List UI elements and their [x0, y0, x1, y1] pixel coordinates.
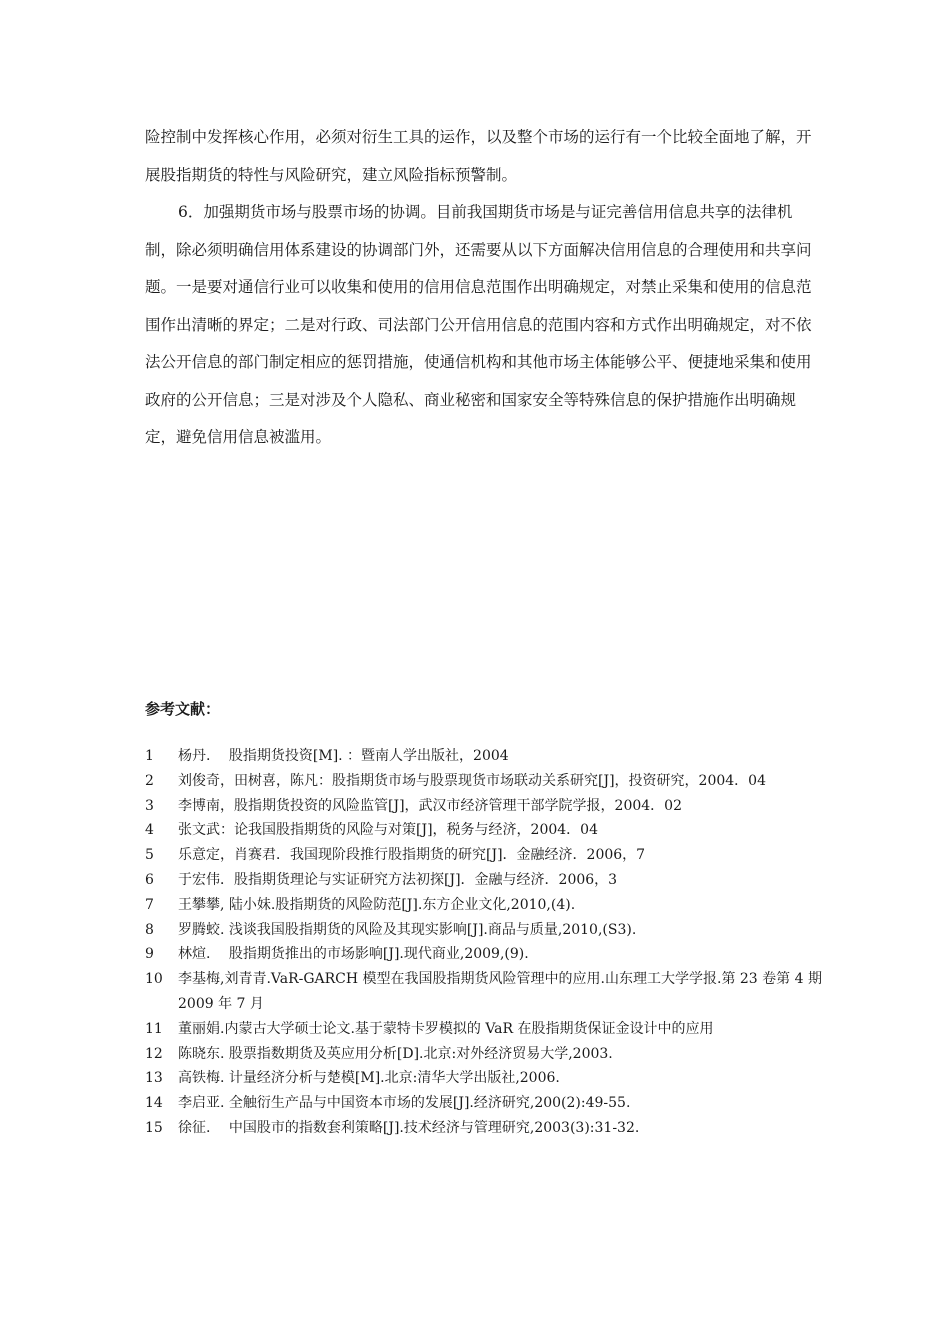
reference-number: 15	[145, 1119, 163, 1136]
reference-item	[145, 1042, 825, 1067]
reference-item	[145, 942, 825, 967]
reference-number: 4	[145, 822, 154, 839]
reference-item	[145, 794, 825, 819]
reference-text: 于宏伟．股指期货理论与实证研究方法初探[J]．金融与经济．2006，3	[178, 871, 618, 888]
reference-text: 林煊. 股指期货推出的市场影响[J].现代商业,2009,(9).	[178, 946, 529, 963]
reference-item	[145, 1017, 825, 1042]
reference-number: 6	[145, 871, 154, 888]
reference-number: 11	[145, 1020, 163, 1037]
reference-item	[145, 967, 825, 1017]
reference-number: 12	[145, 1045, 163, 1062]
reference-text: 罗腾蛟. 浅谈我国股指期货的风险及其现实影响[J].商品与质量,2010,(S3).	[178, 921, 637, 938]
reference-item	[145, 843, 825, 868]
reference-item	[145, 769, 825, 794]
reference-text: 陈晓东. 股票指数期货及英应用分析[D].北京:对外经济贸易大学,2003.	[178, 1045, 613, 1062]
reference-text: 李基梅,刘青青.VaR-GARCH 模型在我国股指期货风险管理中的应用.山东理工大学学报.第 23 卷第 4 期 2009 年 7 月	[178, 971, 822, 1012]
reference-item	[145, 1116, 825, 1141]
reference-number: 10	[145, 971, 163, 988]
reference-text: 杨丹. 股指期货投资[M]. ：暨南人学出版社，2004	[178, 748, 509, 764]
reference-number: 14	[145, 1095, 163, 1112]
reference-text: 王攀攀, 陆小妹.股指期货的风险防范[J].东方企业文化,2010,(4).	[178, 896, 576, 913]
references-list	[145, 744, 825, 1141]
reference-item	[145, 918, 825, 943]
references-heading: 参考文献：	[145, 700, 221, 718]
reference-item	[145, 1091, 825, 1116]
reference-text: 李博南，股指期货投资的风险监管[J]，武汉市经济管理干部学院学报，2004．02	[178, 797, 682, 814]
reference-number: 9	[145, 946, 154, 963]
body-paragraph-1: 险控制中发挥核心作用，必须对衍生工具的运作，以及整个市场的运行有一个比较全面地了解，开展股指期货的特性与风险研究，建立风险指标预警制。	[145, 128, 812, 184]
reference-number: 1	[145, 748, 154, 764]
reference-number: 2	[145, 772, 154, 789]
reference-item	[145, 893, 825, 918]
reference-item	[145, 868, 825, 893]
reference-text: 董丽娟.内蒙古大学硕士论文.基于蒙特卡罗模拟的 VaR 在股指期货保证金设计中的应用	[178, 1020, 714, 1037]
body-paragraph-2: 6．加强期货市场与股票市场的协调。目前我国期货市场是与证完善信用信息共享的法律机制，除必须明确信用体系建设的协调部门外，还需要从以下方面解决信用信息的合理使用和共享问题。一是要对通信行业可以收集和使用的信用信息范围作出明确规定，对禁止采集和使用的信息范围作出清晰的界定；二是对行政、司法部门公开信用信息的范围内容和方式作出明确规定，对不依法公开信息的部门制定相应的惩罚措施，使通信机构和其他市场主体能够公平、便捷地采集和使用政府的公开信息；三是对涉及个人隐私、商业秘密和国家安全等特殊信息的保护措施作出明确规定，避免信用信息被滥用。	[145, 203, 812, 446]
reference-text: 张文武：论我国股指期货的风险与对策[J]，税务与经济，2004．04	[178, 822, 598, 839]
reference-number: 7	[145, 896, 154, 913]
reference-text: 乐意定，肖赛君．我国现阶段推行股指期货的研究[J]．金融经济．2006，7	[178, 847, 646, 864]
reference-text: 高铁梅. 计量经济分析与楚模[M].北京:清华大学出版社,2006.	[178, 1070, 560, 1087]
reference-item	[145, 818, 825, 843]
reference-text: 刘俊奇，田树喜，陈凡：股指期货市场与股票现货市场联动关系研究[J]，投资研究，2004．04	[178, 772, 766, 789]
reference-text: 徐征. 中国股市的指数套利策略[J].技术经济与管理研究,2003(3):31-32.	[178, 1119, 640, 1136]
reference-item	[145, 744, 825, 769]
reference-number: 13	[145, 1070, 163, 1087]
reference-item	[145, 1066, 825, 1091]
reference-number: 8	[145, 921, 154, 938]
reference-number: 3	[145, 797, 154, 814]
reference-text: 李启亚. 全触衍生产品与中国资本市场的发展[J].经济研究,200(2):49-55.	[178, 1095, 631, 1112]
reference-number: 5	[145, 847, 154, 864]
